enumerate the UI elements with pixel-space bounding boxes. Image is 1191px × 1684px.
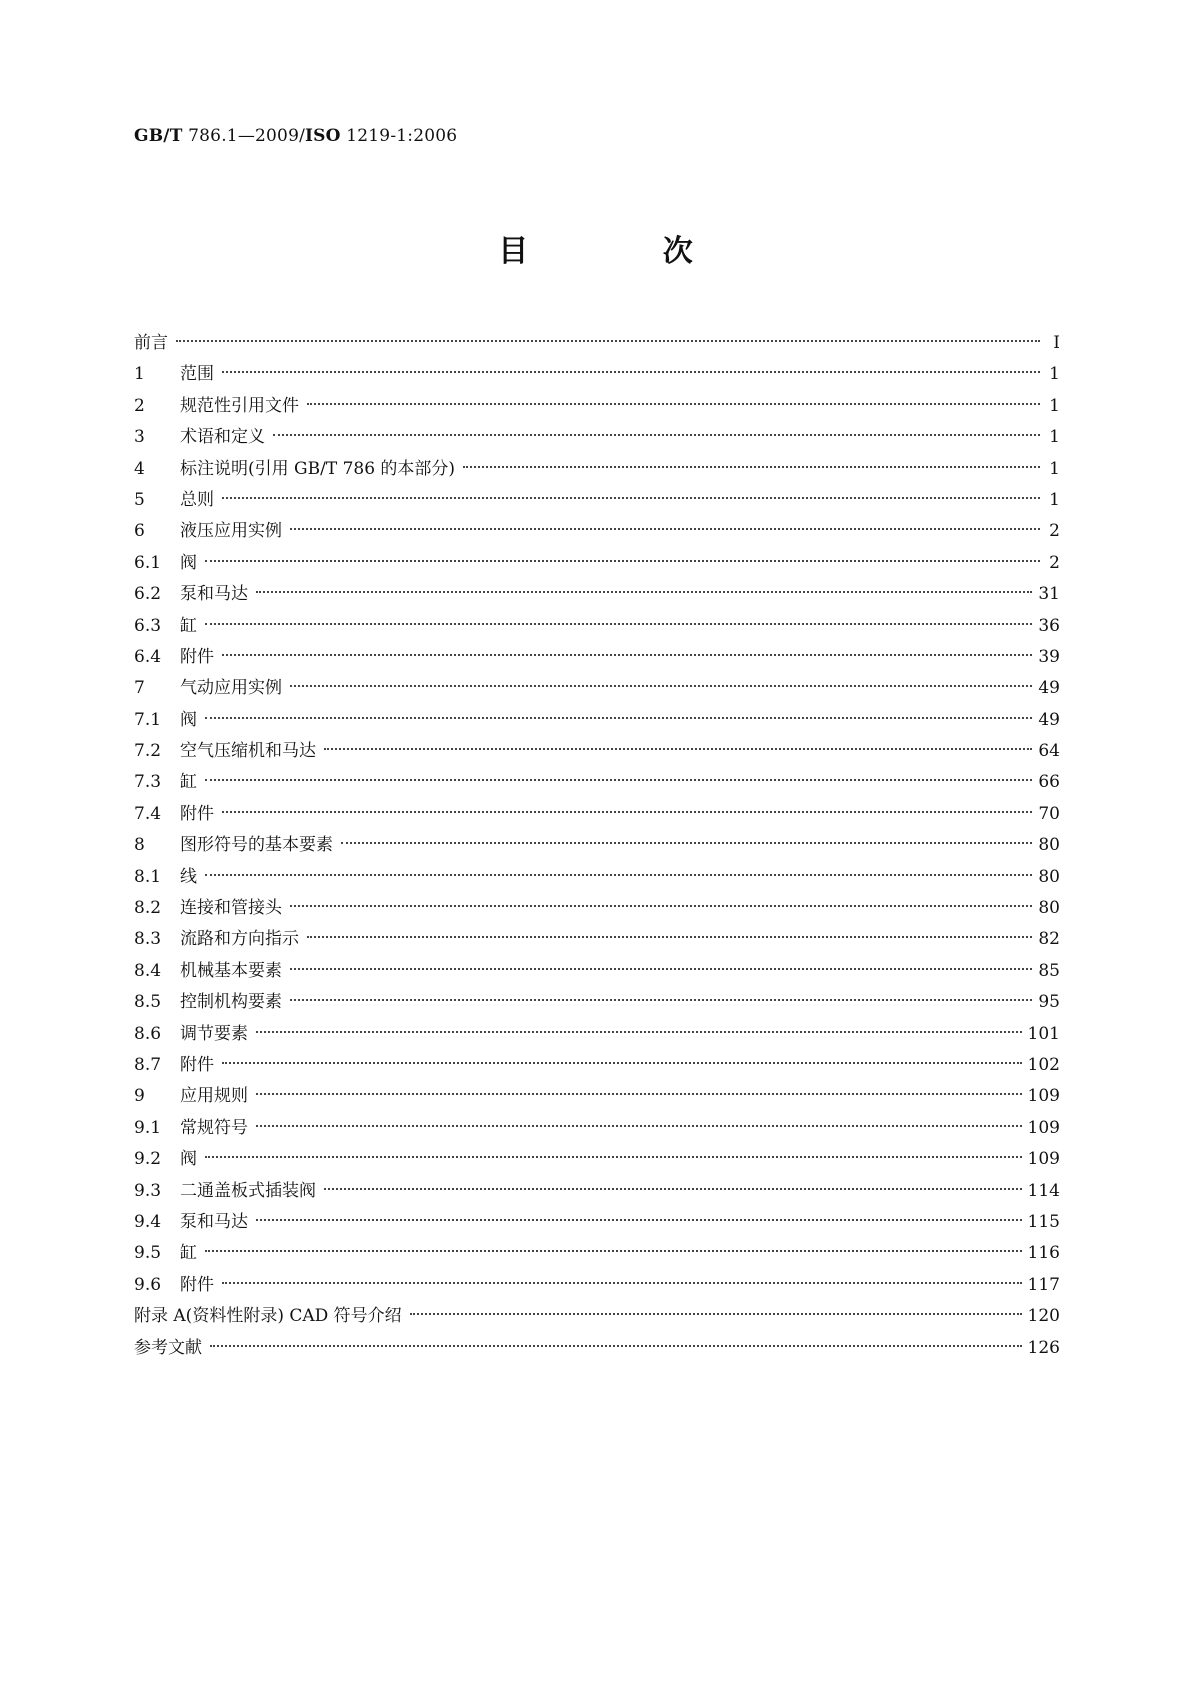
toc-entry-page: 36 bbox=[1038, 615, 1060, 636]
toc-entry-label bbox=[134, 987, 286, 1018]
toc-entry-title: 附录 A(资料性附录) CAD 符号介绍 bbox=[134, 1306, 402, 1327]
toc-entry[interactable] bbox=[134, 893, 1060, 924]
dot-leader bbox=[222, 1282, 1022, 1284]
toc-entry-page: 70 bbox=[1038, 803, 1060, 824]
toc-entry[interactable] bbox=[134, 359, 1060, 390]
dot-leader bbox=[256, 1125, 1022, 1127]
table-of-contents bbox=[134, 328, 1060, 1364]
toc-entry-number: 9.6 bbox=[134, 1274, 162, 1295]
toc-entry-page: 116 bbox=[1027, 1243, 1060, 1264]
iso-body: 1219-1:2006 bbox=[340, 126, 458, 146]
toc-entry-label bbox=[134, 1050, 218, 1081]
toc-entry-title: 参考文献 bbox=[134, 1337, 202, 1358]
toc-entry[interactable] bbox=[134, 1113, 1060, 1144]
toc-entry-page: 114 bbox=[1027, 1180, 1060, 1201]
toc-entry[interactable] bbox=[134, 1301, 1060, 1332]
toc-entry-number: 8.1 bbox=[134, 866, 162, 887]
toc-entry-number: 8.5 bbox=[134, 992, 162, 1013]
dot-leader bbox=[256, 1031, 1022, 1033]
standard-prefix: GB/T bbox=[134, 126, 183, 146]
toc-entry-label bbox=[134, 454, 459, 485]
toc-entry-label bbox=[134, 1081, 252, 1112]
toc-entry-label bbox=[134, 359, 218, 390]
toc-entry[interactable] bbox=[134, 924, 1060, 955]
dot-leader bbox=[256, 591, 1032, 593]
toc-entry-number: 6 bbox=[134, 521, 145, 542]
dot-leader bbox=[324, 1188, 1022, 1190]
toc-entry-title: 液压应用实例 bbox=[180, 521, 282, 542]
toc-entry-page: Ⅰ bbox=[1053, 333, 1060, 353]
toc-entry-label bbox=[134, 893, 286, 924]
toc-entry-label bbox=[134, 516, 286, 547]
toc-entry-title: 阀 bbox=[180, 552, 197, 573]
page-header bbox=[134, 126, 457, 146]
toc-entry[interactable] bbox=[134, 1207, 1060, 1238]
toc-entry-title: 总则 bbox=[180, 489, 214, 510]
toc-entry-number: 8 bbox=[134, 835, 145, 856]
toc-entry-label bbox=[134, 799, 218, 830]
toc-entry-number: 9.3 bbox=[134, 1180, 162, 1201]
dot-leader bbox=[222, 497, 1040, 499]
toc-entry-page: 85 bbox=[1038, 960, 1060, 981]
toc-entry-title: 附件 bbox=[180, 1054, 214, 1075]
toc-entry[interactable] bbox=[134, 767, 1060, 798]
dot-leader bbox=[210, 1345, 1022, 1347]
toc-entry[interactable] bbox=[134, 830, 1060, 861]
toc-entry-number: 5 bbox=[134, 489, 145, 510]
toc-entry-label bbox=[134, 767, 201, 798]
dot-leader bbox=[290, 905, 1032, 907]
toc-entry-title: 术语和定义 bbox=[180, 427, 265, 448]
toc-entry-page: 2 bbox=[1049, 552, 1060, 573]
toc-entry-title: 机械基本要素 bbox=[180, 960, 282, 981]
toc-entry-label bbox=[134, 736, 320, 767]
toc-entry-number: 7 bbox=[134, 678, 145, 699]
toc-entry[interactable] bbox=[134, 642, 1060, 673]
toc-entry-page: 120 bbox=[1027, 1306, 1060, 1327]
toc-entry-title: 应用规则 bbox=[180, 1086, 248, 1107]
toc-entry-label bbox=[134, 1238, 201, 1269]
dot-leader bbox=[256, 1093, 1022, 1095]
toc-entry-title: 控制机构要素 bbox=[180, 992, 282, 1013]
toc-entry-number: 7.1 bbox=[134, 709, 162, 730]
toc-entry[interactable] bbox=[134, 799, 1060, 830]
toc-entry-title: 缸 bbox=[180, 772, 197, 793]
toc-entry-number: 8.2 bbox=[134, 898, 162, 919]
toc-entry-number: 8.6 bbox=[134, 1023, 162, 1044]
page-title: 目 次 bbox=[498, 234, 755, 269]
toc-entry-number: 3 bbox=[134, 427, 145, 448]
toc-entry-page: 2 bbox=[1049, 521, 1060, 542]
dot-leader bbox=[205, 560, 1040, 562]
toc-entry[interactable] bbox=[134, 485, 1060, 516]
toc-entry-number: 9.1 bbox=[134, 1117, 162, 1138]
toc-entry-number: 1 bbox=[134, 364, 145, 385]
toc-entry-page: 1 bbox=[1049, 364, 1060, 385]
toc-entry-title: 图形符号的基本要素 bbox=[180, 835, 333, 856]
toc-entry-title: 线 bbox=[180, 866, 197, 887]
toc-entry[interactable] bbox=[134, 1019, 1060, 1050]
toc-entry[interactable] bbox=[134, 516, 1060, 547]
toc-entry-number: 7.4 bbox=[134, 803, 162, 824]
toc-entry-page: 80 bbox=[1038, 866, 1060, 887]
toc-entry-page: 66 bbox=[1038, 772, 1060, 793]
toc-entry-title: 泵和马达 bbox=[180, 584, 248, 605]
toc-entry-number: 7.2 bbox=[134, 741, 162, 762]
toc-entry-title: 范围 bbox=[180, 364, 214, 385]
toc-entry-page: 1 bbox=[1049, 458, 1060, 479]
toc-entry-label bbox=[134, 924, 303, 955]
toc-entry[interactable] bbox=[134, 1333, 1060, 1364]
dot-leader bbox=[341, 842, 1032, 844]
toc-entry-number: 9 bbox=[134, 1086, 145, 1107]
toc-entry[interactable] bbox=[134, 611, 1060, 642]
toc-entry-label bbox=[134, 579, 252, 610]
toc-entry-title: 空气压缩机和马达 bbox=[180, 741, 316, 762]
toc-entry-label bbox=[134, 956, 286, 987]
toc-entry-title: 泵和马达 bbox=[180, 1211, 248, 1232]
toc-entry-title: 规范性引用文件 bbox=[180, 395, 299, 416]
toc-entry-label bbox=[134, 611, 201, 642]
toc-entry-label bbox=[134, 1207, 252, 1238]
toc-entry-title: 气动应用实例 bbox=[180, 678, 282, 699]
toc-entry-page: 115 bbox=[1027, 1211, 1060, 1232]
toc-entry-title: 阀 bbox=[180, 1149, 197, 1170]
toc-entry-title: 附件 bbox=[180, 1274, 214, 1295]
toc-entry-page: 95 bbox=[1038, 992, 1060, 1013]
toc-entry-label bbox=[134, 673, 286, 704]
toc-entry-page: 109 bbox=[1027, 1149, 1060, 1170]
toc-entry-page: 101 bbox=[1027, 1023, 1060, 1044]
toc-entry-label bbox=[134, 328, 172, 359]
toc-entry-title: 调节要素 bbox=[180, 1023, 248, 1044]
toc-entry-number: 9.2 bbox=[134, 1149, 162, 1170]
dot-leader bbox=[290, 968, 1032, 970]
dot-leader bbox=[410, 1313, 1022, 1315]
toc-entry[interactable] bbox=[134, 736, 1060, 767]
toc-entry[interactable] bbox=[134, 422, 1060, 453]
toc-entry-label bbox=[134, 1333, 206, 1364]
toc-entry[interactable] bbox=[134, 862, 1060, 893]
toc-entry[interactable] bbox=[134, 1144, 1060, 1175]
dot-leader bbox=[463, 466, 1040, 468]
dot-leader bbox=[273, 434, 1040, 436]
toc-entry-number: 2 bbox=[134, 395, 145, 416]
toc-entry[interactable] bbox=[134, 1176, 1060, 1207]
toc-entry-page: 1 bbox=[1049, 395, 1060, 416]
dot-leader bbox=[290, 685, 1032, 687]
standard-body: 786.1—2009/ bbox=[182, 126, 306, 146]
toc-entry-label bbox=[134, 1144, 201, 1175]
dot-leader bbox=[222, 654, 1032, 656]
dot-leader bbox=[290, 528, 1040, 530]
toc-entry[interactable] bbox=[134, 956, 1060, 987]
toc-entry-label bbox=[134, 485, 218, 516]
toc-entry-number: 9.5 bbox=[134, 1243, 162, 1264]
toc-entry-page: 109 bbox=[1027, 1117, 1060, 1138]
toc-entry-title: 缸 bbox=[180, 1243, 197, 1264]
toc-entry-page: 64 bbox=[1038, 741, 1060, 762]
toc-entry-label bbox=[134, 391, 303, 422]
dot-leader bbox=[324, 748, 1032, 750]
toc-entry-page: 1 bbox=[1049, 427, 1060, 448]
toc-entry[interactable] bbox=[134, 391, 1060, 422]
toc-entry-page: 126 bbox=[1027, 1337, 1060, 1358]
dot-leader bbox=[205, 1250, 1022, 1252]
dot-leader bbox=[307, 403, 1040, 405]
toc-entry-page: 102 bbox=[1027, 1054, 1060, 1075]
toc-entry[interactable] bbox=[134, 579, 1060, 610]
toc-entry[interactable] bbox=[134, 673, 1060, 704]
toc-entry-label bbox=[134, 1019, 252, 1050]
toc-entry-number: 7.3 bbox=[134, 772, 162, 793]
toc-entry[interactable] bbox=[134, 1081, 1060, 1112]
toc-entry-page: 80 bbox=[1038, 835, 1060, 856]
toc-entry-number: 8.3 bbox=[134, 929, 162, 950]
toc-entry-label bbox=[134, 1113, 252, 1144]
toc-entry[interactable] bbox=[134, 548, 1060, 579]
toc-entry-page: 49 bbox=[1038, 678, 1060, 699]
toc-entry-label bbox=[134, 830, 337, 861]
toc-entry-number: 6.2 bbox=[134, 584, 162, 605]
toc-entry-page: 82 bbox=[1038, 929, 1060, 950]
toc-entry-title: 附件 bbox=[180, 646, 214, 667]
toc-entry-title: 二通盖板式插装阀 bbox=[180, 1180, 316, 1201]
toc-entry-page: 1 bbox=[1049, 489, 1060, 510]
toc-entry-label bbox=[134, 1301, 406, 1332]
toc-entry-number: 6.3 bbox=[134, 615, 162, 636]
dot-leader bbox=[205, 623, 1032, 625]
toc-entry[interactable] bbox=[134, 328, 1060, 359]
dot-leader bbox=[205, 779, 1032, 781]
toc-entry-title: 连接和管接头 bbox=[180, 898, 282, 919]
toc-entry-title: 阀 bbox=[180, 709, 197, 730]
dot-leader bbox=[176, 340, 1040, 342]
toc-entry-label bbox=[134, 1176, 320, 1207]
dot-leader bbox=[205, 1156, 1022, 1158]
toc-entry-number: 6.4 bbox=[134, 646, 162, 667]
dot-leader bbox=[205, 717, 1032, 719]
toc-entry-label bbox=[134, 705, 201, 736]
toc-entry-number: 6.1 bbox=[134, 552, 162, 573]
toc-entry-page: 80 bbox=[1038, 898, 1060, 919]
iso-prefix: ISO bbox=[305, 126, 341, 146]
toc-entry-title: 流路和方向指示 bbox=[180, 929, 299, 950]
toc-entry-label bbox=[134, 642, 218, 673]
toc-entry-title: 前言 bbox=[134, 333, 168, 353]
toc-entry-page: 117 bbox=[1027, 1274, 1060, 1295]
toc-entry[interactable] bbox=[134, 1050, 1060, 1081]
toc-entry-title: 附件 bbox=[180, 803, 214, 824]
toc-entry-number: 4 bbox=[134, 458, 145, 479]
toc-entry-label bbox=[134, 1270, 218, 1301]
toc-entry-label bbox=[134, 422, 269, 453]
toc-entry-number: 8.4 bbox=[134, 960, 162, 981]
toc-entry-number: 9.4 bbox=[134, 1211, 162, 1232]
toc-entry-page: 31 bbox=[1038, 584, 1060, 605]
toc-entry-page: 109 bbox=[1027, 1086, 1060, 1107]
toc-entry[interactable] bbox=[134, 454, 1060, 485]
toc-entry-title: 标注说明(引用 GB/T 786 的本部分) bbox=[180, 458, 456, 479]
dot-leader bbox=[222, 1062, 1022, 1064]
dot-leader bbox=[307, 936, 1032, 938]
dot-leader bbox=[205, 874, 1032, 876]
toc-entry[interactable] bbox=[134, 705, 1060, 736]
dot-leader bbox=[290, 999, 1032, 1001]
toc-entry-page: 39 bbox=[1038, 646, 1060, 667]
toc-entry-title: 缸 bbox=[180, 615, 197, 636]
toc-entry[interactable] bbox=[134, 1238, 1060, 1269]
toc-entry-label bbox=[134, 548, 201, 579]
toc-entry-page: 49 bbox=[1038, 709, 1060, 730]
toc-entry-label bbox=[134, 862, 201, 893]
toc-entry-title: 常规符号 bbox=[180, 1117, 248, 1138]
toc-entry[interactable] bbox=[134, 987, 1060, 1018]
dot-leader bbox=[222, 371, 1040, 373]
dot-leader bbox=[256, 1219, 1022, 1221]
dot-leader bbox=[222, 811, 1032, 813]
toc-entry[interactable] bbox=[134, 1270, 1060, 1301]
toc-entry-number: 8.7 bbox=[134, 1054, 162, 1075]
